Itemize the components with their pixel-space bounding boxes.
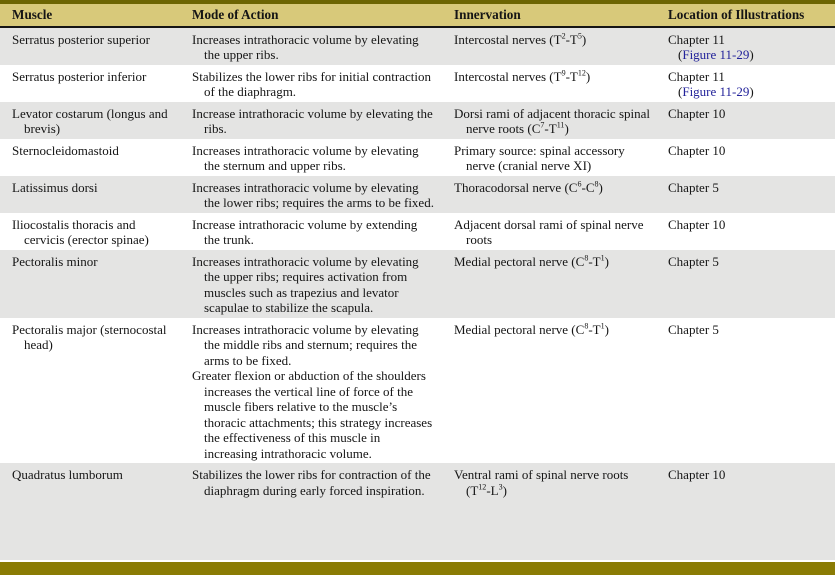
figure-reference-link[interactable]: Figure 11-29	[682, 47, 750, 62]
muscle-cell	[0, 467, 180, 558]
figure-reference-link[interactable]: Figure 11-29	[682, 84, 750, 99]
muscle-cell	[0, 180, 180, 211]
innervation-cell	[442, 217, 656, 248]
muscle-cell	[0, 106, 180, 137]
location-cell	[656, 180, 835, 211]
muscle-name: Pectoralis major (sternocostal head)	[12, 321, 167, 352]
action-cell	[180, 180, 442, 211]
innervation-cell	[442, 143, 656, 174]
action-paragraph: Stabilizes the lower ribs for contraction of the diaphragm during early forced inspiration.	[192, 467, 431, 498]
innervation-text: Dorsi rami of adjacent thoracic spinal nerve roots $(C^7-T^{11})$	[454, 105, 651, 136]
chapter-label: Chapter 10	[668, 216, 726, 232]
innervation-text: Medial pectoral nerve $(C^8-T^1)$	[454, 321, 609, 337]
muscle-name: Levator costarum (longus and brevis)	[12, 105, 168, 136]
table-row	[0, 250, 835, 318]
innervation-cell	[442, 32, 656, 63]
innervation-text: Primary source: spinal accessory nerve (cranial nerve XI)	[454, 142, 625, 173]
location-cell	[656, 143, 835, 174]
action-paragraph: Increases intrathoracic volume by elevating the upper ribs.	[192, 31, 419, 62]
table-body	[0, 28, 835, 561]
action-paragraph: Greater flexion or abduction of the shoulders increases the vertical line of force of the muscle fibers relative to the muscle’s thoracic attachments; this strategy increases the effectiveness of this muscle in increasing intrathoracic volume.	[192, 368, 433, 461]
location-cell	[656, 69, 835, 100]
chapter-label: Chapter 11	[668, 68, 725, 84]
muscle-cell	[0, 217, 180, 248]
action-paragraph: Increases intrathoracic volume by elevating the middle ribs and sternum; requires the arms to be fixed.	[192, 321, 419, 368]
muscle-name: Latissimus dorsi	[12, 179, 98, 195]
column-header-muscle: Muscle	[12, 7, 53, 22]
location-cell	[656, 106, 835, 137]
table-row	[0, 318, 835, 464]
table-row	[0, 102, 835, 139]
action-cell	[180, 69, 442, 100]
muscle-name: Iliocostalis thoracis and cervicis (erector spinae)	[12, 216, 149, 247]
muscle-cell	[0, 32, 180, 63]
location-cell	[656, 322, 835, 462]
innervation-cell	[442, 322, 656, 462]
figure-reference	[678, 84, 829, 100]
innervation-text: Adjacent dorsal rami of spinal nerve roots	[454, 216, 644, 247]
column-header-location-of-illustrations: Location of Illustrations	[668, 7, 805, 22]
innervation-cell	[442, 254, 656, 316]
table-header-row	[0, 4, 835, 28]
chapter-label: Chapter 10	[668, 467, 726, 482]
muscle-name: Sternocleidomastoid	[12, 142, 119, 158]
action-cell	[180, 217, 442, 248]
table-row	[0, 176, 835, 213]
innervation-cell	[442, 467, 656, 558]
figure-reference	[678, 47, 829, 63]
action-cell	[180, 143, 442, 174]
table-row	[0, 213, 835, 250]
action-paragraph: Increase intrathoracic volume by elevating the ribs.	[192, 105, 433, 136]
chapter-label: Chapter 10	[668, 105, 726, 121]
innervation-cell	[442, 106, 656, 137]
muscle-name: Serratus posterior superior	[12, 31, 150, 47]
action-paragraph: Increases intrathoracic volume by elevating the lower ribs; requires the arms to be fixed.	[192, 179, 434, 210]
muscle-name: Quadratus lumborum	[12, 467, 123, 482]
action-paragraph: Increase intrathoracic volume by extending the trunk.	[192, 216, 418, 247]
location-cell	[656, 32, 835, 63]
location-cell	[656, 254, 835, 316]
muscle-cell	[0, 143, 180, 174]
table-row	[0, 463, 835, 560]
action-cell	[180, 254, 442, 316]
action-cell	[180, 322, 442, 462]
chapter-label: Chapter 11	[668, 31, 725, 47]
innervation-cell	[442, 180, 656, 211]
column-header-mode-of-action: Mode of Action	[192, 7, 279, 22]
muscle-name: Serratus posterior inferior	[12, 68, 147, 84]
muscle-cell	[0, 254, 180, 316]
innervation-text: Ventral rami of spinal nerve roots $(T^{12}-L^3)$	[454, 467, 629, 498]
action-cell	[180, 32, 442, 63]
table-row	[0, 65, 835, 102]
innervation-text: Intercostal nerves $(T^2-T^5)$	[454, 31, 587, 47]
table-row	[0, 28, 835, 65]
muscle-cell	[0, 69, 180, 100]
location-cell	[656, 467, 835, 558]
innervation-text: Medial pectoral nerve $(C^8-T^1)$	[454, 253, 609, 269]
muscle-cell	[0, 322, 180, 462]
innervation-text: Thoracodorsal nerve $(C^6-C^8)$	[454, 179, 603, 195]
innervation-text: Intercostal nerves $(T^9-T^{12})$	[454, 68, 591, 84]
action-paragraph: Increases intrathoracic volume by elevating the sternum and upper ribs.	[192, 142, 419, 173]
bottom-accent-bar	[0, 562, 835, 575]
chapter-label: Chapter 5	[668, 179, 719, 195]
chapter-label: Chapter 5	[668, 321, 719, 337]
muscle-name: Pectoralis minor	[12, 253, 98, 269]
action-cell	[180, 467, 442, 558]
action-paragraph: Stabilizes the lower ribs for initial contraction of the diaphragm.	[192, 68, 431, 99]
chapter-label: Chapter 10	[668, 142, 726, 158]
chapter-label: Chapter 5	[668, 253, 719, 269]
table-row	[0, 139, 835, 176]
action-cell	[180, 106, 442, 137]
innervation-cell	[442, 69, 656, 100]
action-paragraph: Increases intrathoracic volume by elevating the upper ribs; requires activation from muscles such as trapezius and levator scapulae to stabilize the scapula.	[192, 253, 419, 315]
location-cell	[656, 217, 835, 248]
column-header-innervation: Innervation	[454, 7, 521, 22]
